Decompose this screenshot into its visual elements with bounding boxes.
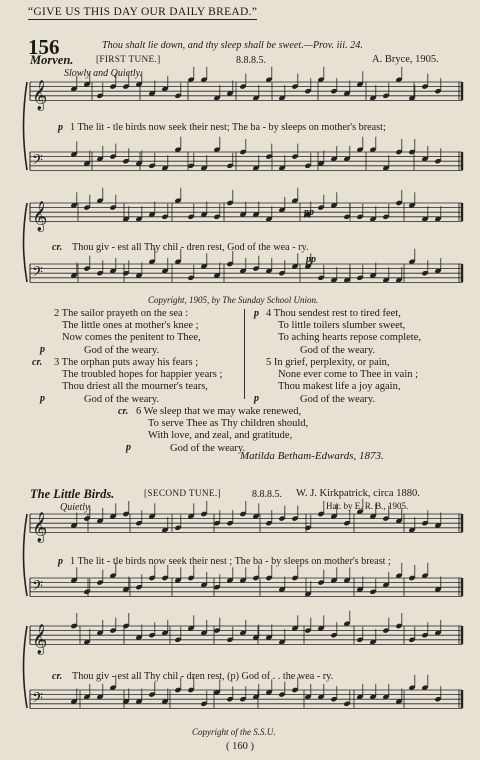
tune2-lyric2: Thou giv - est all Thy chil - dren rest, (p) God of . . the wea - ry. bbox=[72, 671, 334, 682]
tune1-lyric1: 1 The lit - tle birds now seek their nest; The ba - by sleeps on mother's breast; bbox=[70, 122, 386, 133]
verse6-dynamic: p bbox=[126, 442, 131, 453]
tune2-composer: W. J. Kirkpatrick, circa 1880. bbox=[296, 488, 420, 499]
tune1-lyric2: Thou giv - est all Thy chil - dren rest, God of the wea - ry. bbox=[72, 242, 309, 253]
tune1-label: [FIRST TUNE.] bbox=[96, 55, 161, 65]
tune1-lyric2-dynamic: cr. bbox=[52, 242, 63, 253]
tune1-lyric1-dynamic: p bbox=[58, 122, 63, 133]
system-brace bbox=[24, 203, 28, 282]
tune2-tempo: Quietly. bbox=[60, 502, 92, 513]
tune1-pp-bass: pp bbox=[306, 254, 316, 265]
verse-3: 3 The orphan puts away his fears ; The troubled hopes for happier years ; Thou driest all the mourner's tears, God of the weary. bbox=[54, 357, 223, 405]
system-brace bbox=[24, 514, 28, 596]
tune2-copyright: Copyright of the S.S.U. bbox=[192, 727, 276, 737]
tune1-pp: pp bbox=[304, 207, 314, 218]
verse-6: 6 We sleep that we may wake renewed, To serve Thee as Thy children should, With love, and zeal, and gratitude, God of the weary. bbox=[136, 406, 309, 454]
verse6-dynamic-cr: cr. bbox=[118, 406, 129, 417]
verse3-dynamic-cr: cr. bbox=[32, 357, 43, 368]
tune2-lyric1: 1 The lit - tle birds now seek their nest ; The ba - by sleeps on mother's breast ; bbox=[70, 556, 391, 567]
treble-clef: 𝄞 bbox=[32, 512, 48, 543]
tune2-lyric1-dynamic: p bbox=[58, 556, 63, 567]
system-brace bbox=[24, 626, 28, 708]
hymn-author: Matilda Betham-Edwards, 1873. bbox=[240, 450, 384, 462]
tune1-copyright: Copyright, 1905, by The Sunday School Union. bbox=[148, 295, 319, 305]
tune1-tempo: Slowly and Quietly. bbox=[64, 68, 143, 79]
tune1-composer: A. Bryce, 1905. bbox=[372, 54, 439, 65]
verse-4: 4 Thou sendest rest to tired feet, To little toilers slumber sweet, To aching hearts repose complete, God of the weary. bbox=[266, 308, 422, 356]
tune1-meter: 8.8.8.5. bbox=[236, 55, 266, 66]
verse-5: 5 In grief, perplexity, or pain, None ever come to Thee in vain ; Thou makest life a joy again, God of the weary. bbox=[266, 357, 419, 405]
tune1-name: Morven. bbox=[30, 53, 74, 67]
bass-clef: 𝄢 bbox=[32, 689, 43, 710]
tune2-label: [SECOND TUNE.] bbox=[144, 489, 221, 499]
verse3-dynamic: p bbox=[40, 393, 45, 404]
treble-clef: 𝄞 bbox=[32, 624, 48, 655]
bass-clef: 𝄢 bbox=[32, 263, 43, 284]
column-divider bbox=[244, 309, 245, 399]
hymn-number: 156 bbox=[28, 35, 60, 59]
treble-clef: 𝄞 bbox=[32, 201, 48, 232]
treble-clef: 𝄞 bbox=[32, 80, 48, 111]
bass-clef: 𝄢 bbox=[32, 577, 43, 598]
tune2-name: The Little Birds. bbox=[30, 487, 115, 501]
tune2-harmony: Har. by E. R. B., 1905. bbox=[326, 501, 409, 511]
verse2-dynamic: p bbox=[40, 344, 45, 355]
verse4-dynamic: p bbox=[254, 308, 259, 319]
verse-2: 2 The sailor prayeth on the sea : The little ones at mother's knee ; Now comes the penitent to Thee, God of the weary. bbox=[54, 308, 201, 356]
bass-clef: 𝄢 bbox=[32, 151, 43, 172]
tune2-lyric2-dynamic: cr. bbox=[52, 671, 63, 682]
page-number: ( 160 ) bbox=[226, 741, 254, 752]
epigraph: Thou shalt lie down, and thy sleep shall be sweet.—Prov. iii. 24. bbox=[102, 40, 363, 51]
running-head: “GIVE US THIS DAY OUR DAILY BREAD.” bbox=[28, 6, 258, 18]
system-brace bbox=[24, 82, 28, 170]
verse5-dynamic: p bbox=[254, 393, 259, 404]
tune2-meter: 8.8.8.5. bbox=[252, 489, 282, 500]
